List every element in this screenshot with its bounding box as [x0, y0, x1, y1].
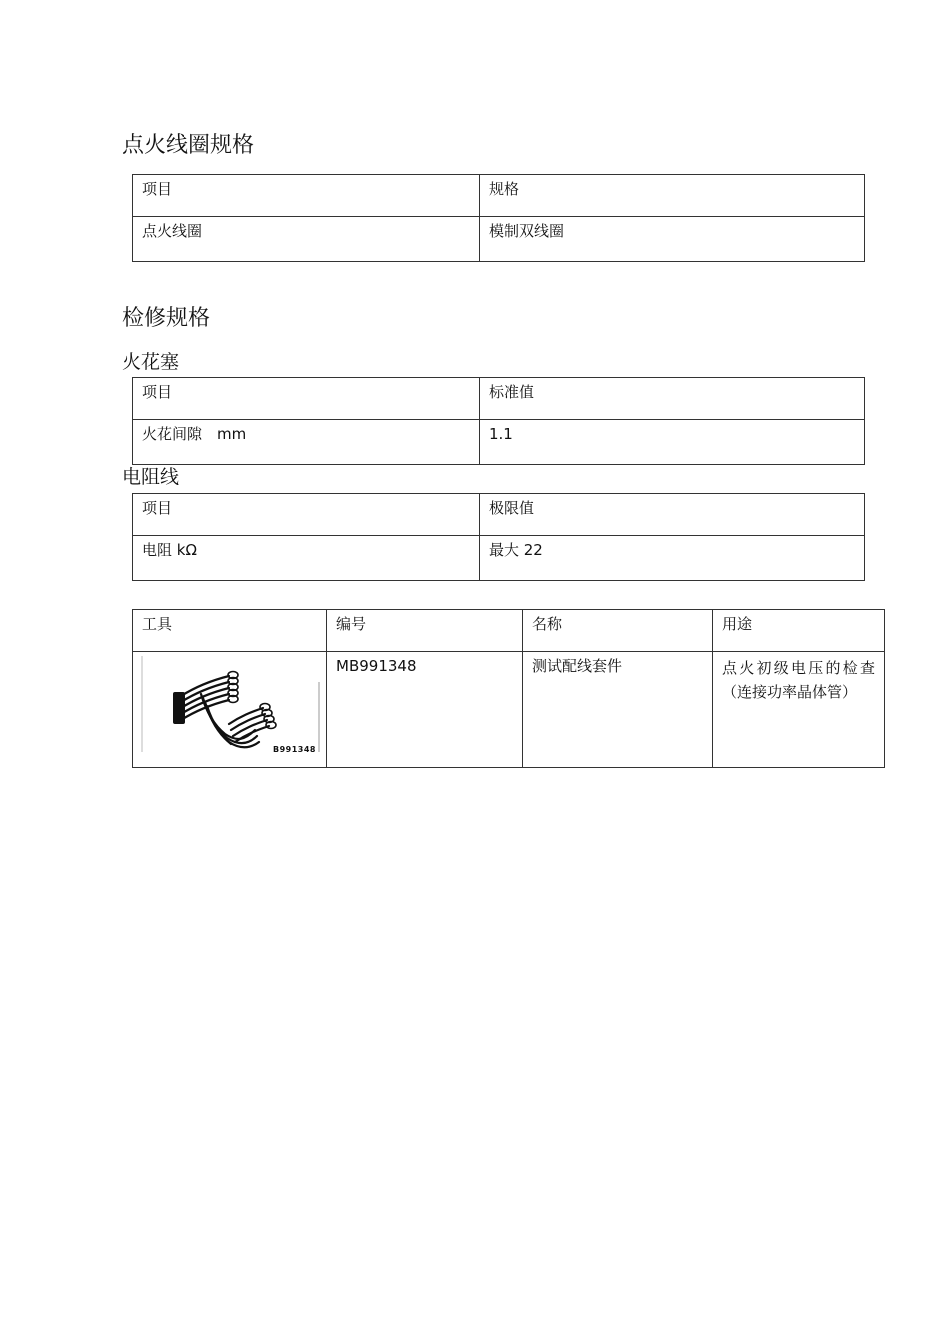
cell-tool-image — [133, 652, 327, 768]
table-row — [133, 420, 865, 465]
table-row — [133, 652, 885, 768]
special-tools-table — [132, 609, 885, 768]
table-header-row — [133, 175, 865, 217]
spark-plug-table — [132, 377, 865, 465]
header-cell-standard-value: 标准值 — [480, 378, 865, 420]
header-cell-item: 项目 — [133, 175, 480, 217]
table-row — [133, 536, 865, 581]
header-cell-number: 编号 — [327, 610, 523, 652]
cell-item: 火花间隙 mm — [133, 420, 480, 465]
header-cell-item: 项目 — [133, 494, 480, 536]
cell-tool-number: MB991348 — [327, 652, 523, 768]
header-cell-name: 名称 — [523, 610, 713, 652]
ignition-coil-spec-table — [132, 174, 865, 262]
resistance-wire-table — [132, 493, 865, 581]
cell-tool-usage: 点火初级电压的检查（连接功率晶体管） — [713, 652, 885, 768]
header-cell-item: 项目 — [133, 378, 480, 420]
table-header-row — [133, 494, 865, 536]
cell-limit-value: 最大 22 — [480, 536, 865, 581]
header-cell-limit-value: 极限值 — [480, 494, 865, 536]
cell-spec: 模制双线圈 — [480, 217, 865, 262]
header-cell-tool: 工具 — [133, 610, 327, 652]
header-cell-spec: 规格 — [480, 175, 865, 217]
table-header-row — [133, 378, 865, 420]
table-row — [133, 217, 865, 262]
section-title-ignition-coil-spec: 点火线圈规格 — [122, 133, 255, 158]
cell-item: 点火线圈 — [133, 217, 480, 262]
section-title-service-spec: 检修规格 — [122, 306, 211, 331]
tool-image-label: B991348 — [273, 745, 316, 754]
header-cell-usage: 用途 — [713, 610, 885, 652]
subsection-title-resistance-wire: 电阻线 — [122, 466, 180, 488]
table-header-row — [133, 610, 885, 652]
cell-tool-name: 测试配线套件 — [523, 652, 713, 768]
subsection-title-spark-plug: 火花塞 — [122, 351, 180, 373]
cell-standard-value: 1.1 — [480, 420, 865, 465]
cell-item: 电阻 kΩ — [133, 536, 480, 581]
